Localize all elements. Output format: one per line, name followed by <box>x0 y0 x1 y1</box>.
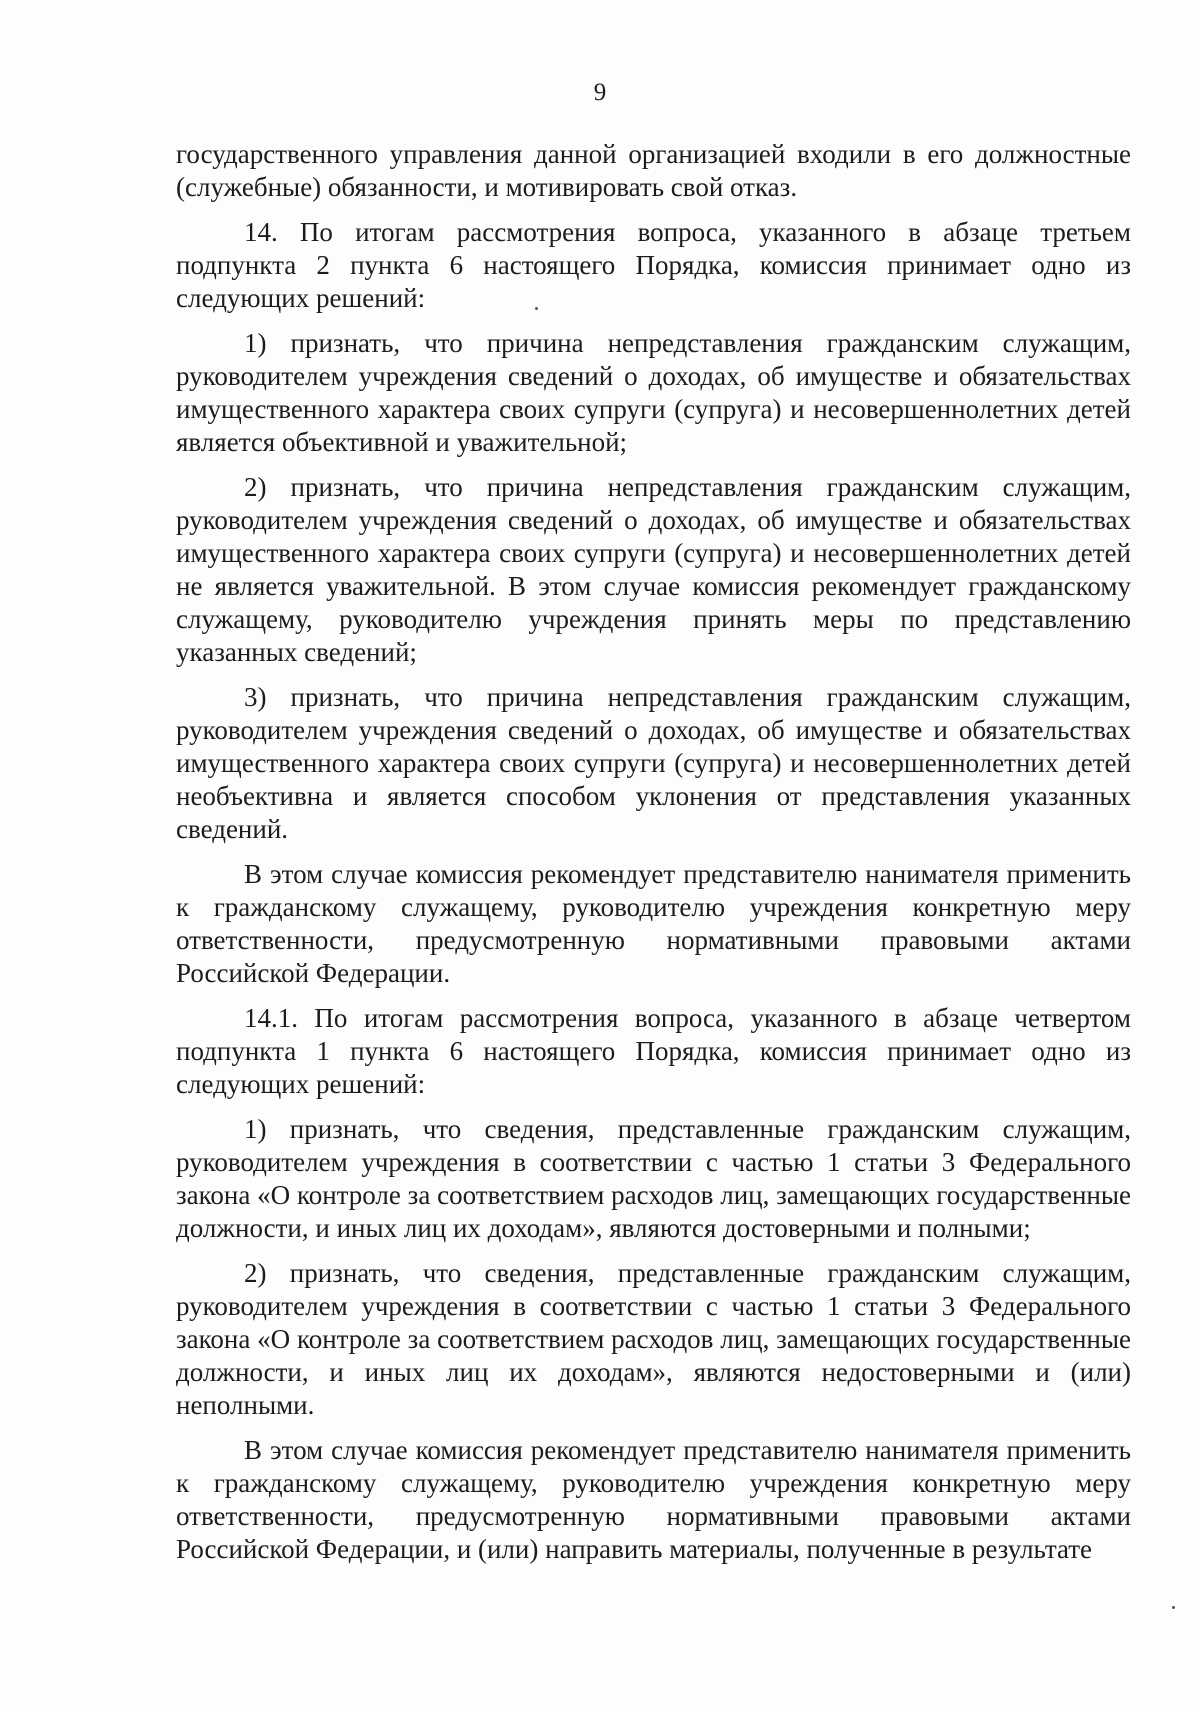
page-number: 9 <box>593 79 607 106</box>
scan-speck <box>1172 1606 1175 1609</box>
document-body <box>176 138 1131 1578</box>
paragraph-continuation: государственного управления данной организацией входили в его должностные (служебные) обязанности, и мотивировать свой отказ. <box>176 139 1131 202</box>
paragraph-clause-14-1: 14.1. По итогам рассмотрения вопроса, указанного в абзаце четвертом подпункта 1 пункта 6 настоящего Порядка, комиссия принимает одно из следующих решений: <box>176 1003 1131 1099</box>
scan-speck <box>535 307 538 310</box>
paragraph-clause-14-1-item-1: 1) признать, что сведения, представленные гражданским служащим, руководителем учреждения в соответствии с частью 1 статьи 3 Федерального закона «О контроле за соответствием расходов лиц, замещающих государственные должности, и иных лиц их доходам», являются достоверными и полными; <box>176 1114 1131 1243</box>
paragraph-clause-14-item-2: 2) признать, что причина непредставления гражданским служащим, руководителем учреждения сведений о доходах, об имуществе и обязательствах имущественного характера своих супруги (супруга) и несовершеннолетних детей не является уважительной. В этом случае комиссия рекомендует гражданскому служащему, руководителю учреждения принять меры по представлению указанных сведений; <box>176 472 1131 667</box>
paragraph-clause-14-1-item-2: 2) признать, что сведения, представленные гражданским служащим, руководителем учреждения в соответствии с частью 1 статьи 3 Федерального закона «О контроле за соответствием расходов лиц, замещающих государственные должности, и иных лиц их доходам», являются недостоверными и (или) неполными. <box>176 1258 1131 1420</box>
paragraph-clause-14-consequence: В этом случае комиссия рекомендует представителю нанимателя применить к гражданскому служащему, руководителю учреждения конкретную меру ответственности, предусмотренную нормативными правовыми актами Российской Федерации. <box>176 859 1131 988</box>
paragraph-clause-14-item-1: 1) признать, что причина непредставления гражданским служащим, руководителем учреждения сведений о доходах, об имуществе и обязательствах имущественного характера своих супруги (супруга) и несовершеннолетних детей является объективной и уважительной; <box>176 328 1131 457</box>
paragraph-clause-14-item-3: 3) признать, что причина непредставления гражданским служащим, руководителем учреждения сведений о доходах, об имуществе и обязательствах имущественного характера своих супруги (супруга) и несовершеннолетних детей необъективна и является способом уклонения от представления указанных сведений. <box>176 682 1131 844</box>
paragraph-clause-14-1-consequence: В этом случае комиссия рекомендует представителю нанимателя применить к гражданскому служащему, руководителю учреждения конкретную меру ответственности, предусмотренную нормативными правовыми актами Российской Федерации, и (или) направить материалы, полученные в результате <box>176 1435 1131 1564</box>
paragraph-clause-14: 14. По итогам рассмотрения вопроса, указанного в абзаце третьем подпункта 2 пункта 6 настоящего Порядка, комиссия принимает одно из следующих решений: <box>176 217 1131 313</box>
